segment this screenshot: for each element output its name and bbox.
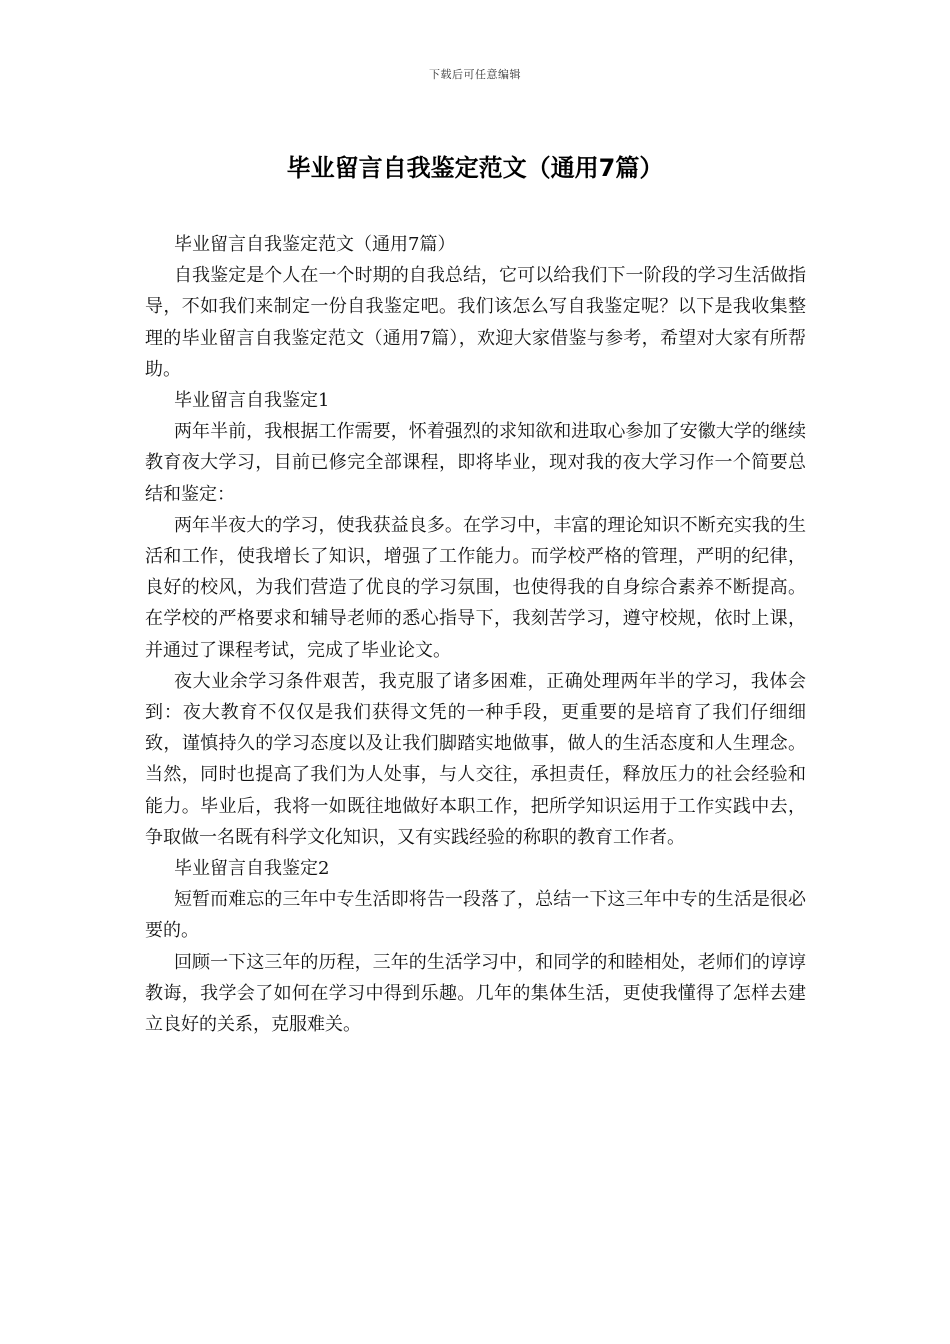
body-paragraph: 夜大业余学习条件艰苦，我克服了诸多困难，正确处理两年半的学习，我体会到：夜大教育不仅仅是我们获得文凭的一种手段，更重要的是培育了我们仔细细致，谨慎持久的学习态度以及让我们脚踏实地做事，做人的生活态度和人生理念。当然，同时也提高了我们为人处事，与人交往，承担责任，释放压力的社会经验和能力。毕业后，我将一如既往地做好本职工作，把所学知识运用于工作实践中去，争取做一名既有科学文化知识，又有实践经验的称职的教育工作者。 xyxy=(145,670,806,848)
section-heading-1: 毕业留言自我鉴定1 xyxy=(174,390,330,412)
body-paragraph: 两年半夜大的学习，使我获益良多。在学习中，丰富的理论知识不断充实我的生活和工作，使我增长了知识，增强了工作能力。而学校严格的管理，严明的纪律，良好的校风，为我们营造了优良的学习氛围，也使得我的自身综合素养不断提高。在学校的严格要求和辅导老师的悉心指导下，我刻苦学习，遵守校规，依时上课，并通过了课程考试，完成了毕业论文。 xyxy=(145,514,806,661)
header-note: 下载后可任意编辑 xyxy=(429,68,521,81)
section-heading-2: 毕业留言自我鉴定2 xyxy=(174,858,330,880)
document-body xyxy=(145,229,806,1040)
document-title: 毕业留言自我鉴定范文（通用7篇） xyxy=(286,154,664,182)
body-paragraph: 两年半前，我根据工作需要，怀着强烈的求知欲和进取心参加了安徽大学的继续教育夜大学习，目前已修完全部课程，即将毕业，现对我的夜大学习作一个简要总结和鉴定： xyxy=(145,421,806,505)
intro-paragraph: 自我鉴定是个人在一个时期的自我总结，它可以给我们下一阶段的学习生活做指导，不如我们来制定一份自我鉴定吧。我们该怎么写自我鉴定呢？以下是我收集整理的毕业留言自我鉴定范文（通用7篇），欢迎大家借鉴与参考，希望对大家有所帮助。 xyxy=(145,265,806,380)
subtitle-paragraph: 毕业留言自我鉴定范文（通用7篇） xyxy=(174,234,456,255)
body-paragraph: 回顾一下这三年的历程，三年的生活学习中，和同学的和睦相处，老师们的谆谆教诲，我学会了如何在学习中得到乐趣。几年的集体生活，更使我懂得了怎样去建立良好的关系，克服难关。 xyxy=(145,951,806,1036)
body-paragraph: 短暂而难忘的三年中专生活即将告一段落了，总结一下这三年中专的生活是很必要的。 xyxy=(145,889,806,942)
